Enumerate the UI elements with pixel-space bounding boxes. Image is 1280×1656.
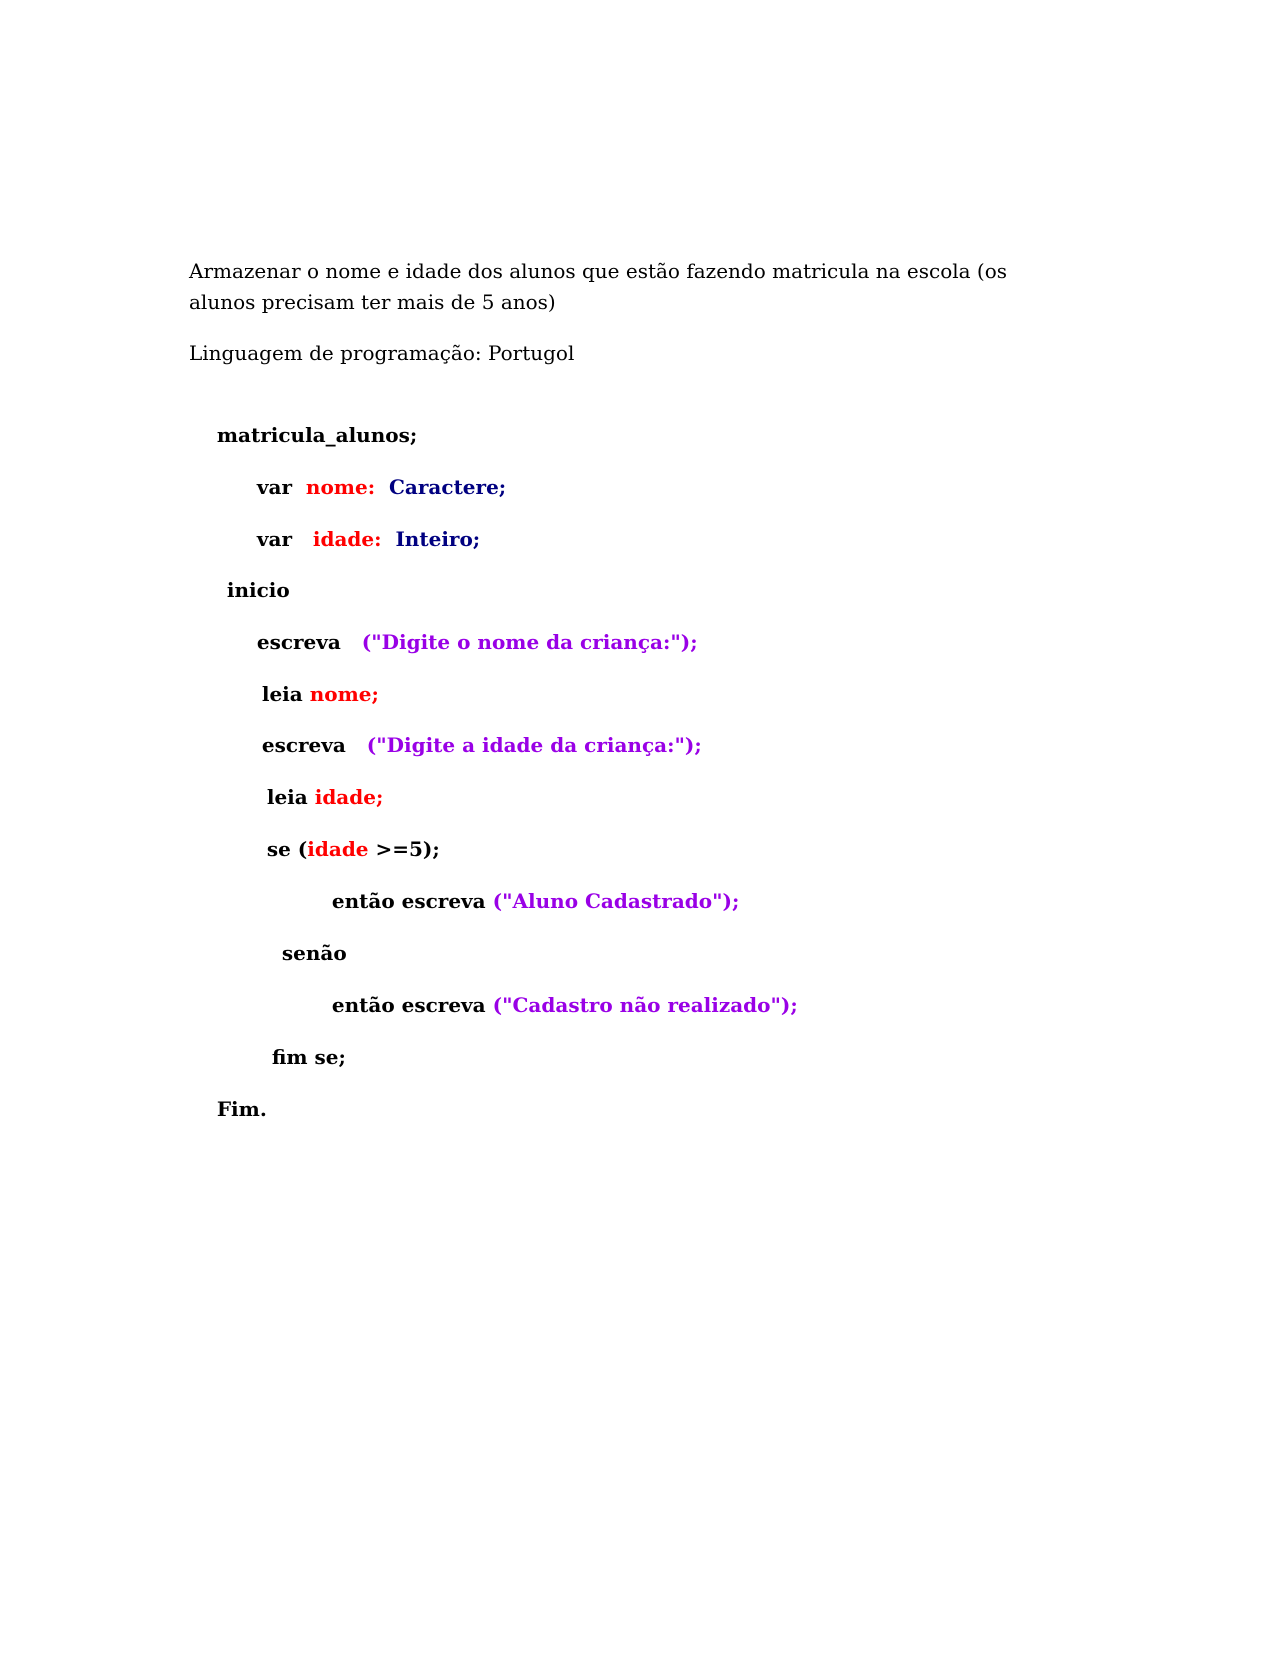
then-string: ("Aluno Cadastrado"); [492, 889, 740, 913]
then-keyword: então escreva [331, 993, 486, 1017]
read-keyword: leia [261, 682, 303, 706]
language-line: Linguagem de programação: Portugol [189, 341, 575, 365]
code-then-not-registered [304, 959, 798, 1052]
write-keyword: escreva [256, 630, 341, 654]
condition-operator: >=5); [368, 837, 440, 861]
code-then-registered [304, 855, 739, 948]
endif-keyword: fim se; [271, 1045, 346, 1069]
decl-type: Caractere; [389, 475, 507, 499]
program-name: matricula_alunos; [216, 423, 418, 447]
write-keyword: escreva [261, 733, 346, 757]
else-keyword: senão [281, 941, 347, 965]
then-string: ("Cadastro não realizado"); [492, 993, 798, 1017]
decl-variable: nome: [305, 475, 376, 499]
begin-keyword: inicio [226, 578, 290, 602]
intro-paragraph: Armazenar o nome e idade dos alunos que estão fazendo matricula na escola (os alunos precisam ter mais de 5 anos) [189, 259, 1008, 314]
read-variable: idade; [314, 785, 384, 809]
then-keyword: então escreva [331, 889, 486, 913]
condition-variable: idade [307, 837, 369, 861]
write-string: ("Digite o nome da criança:"); [361, 630, 698, 654]
decl-variable: idade: [312, 527, 382, 551]
read-variable: nome; [309, 682, 379, 706]
read-keyword: leia [266, 785, 308, 809]
write-string: ("Digite a idade da criança:"); [366, 733, 702, 757]
end-keyword: Fim. [216, 1097, 267, 1121]
decl-keyword: var [256, 475, 292, 499]
code-end [189, 1063, 267, 1156]
if-keyword: se ( [266, 837, 308, 861]
decl-type: Inteiro; [395, 527, 481, 551]
decl-keyword: var [256, 527, 292, 551]
